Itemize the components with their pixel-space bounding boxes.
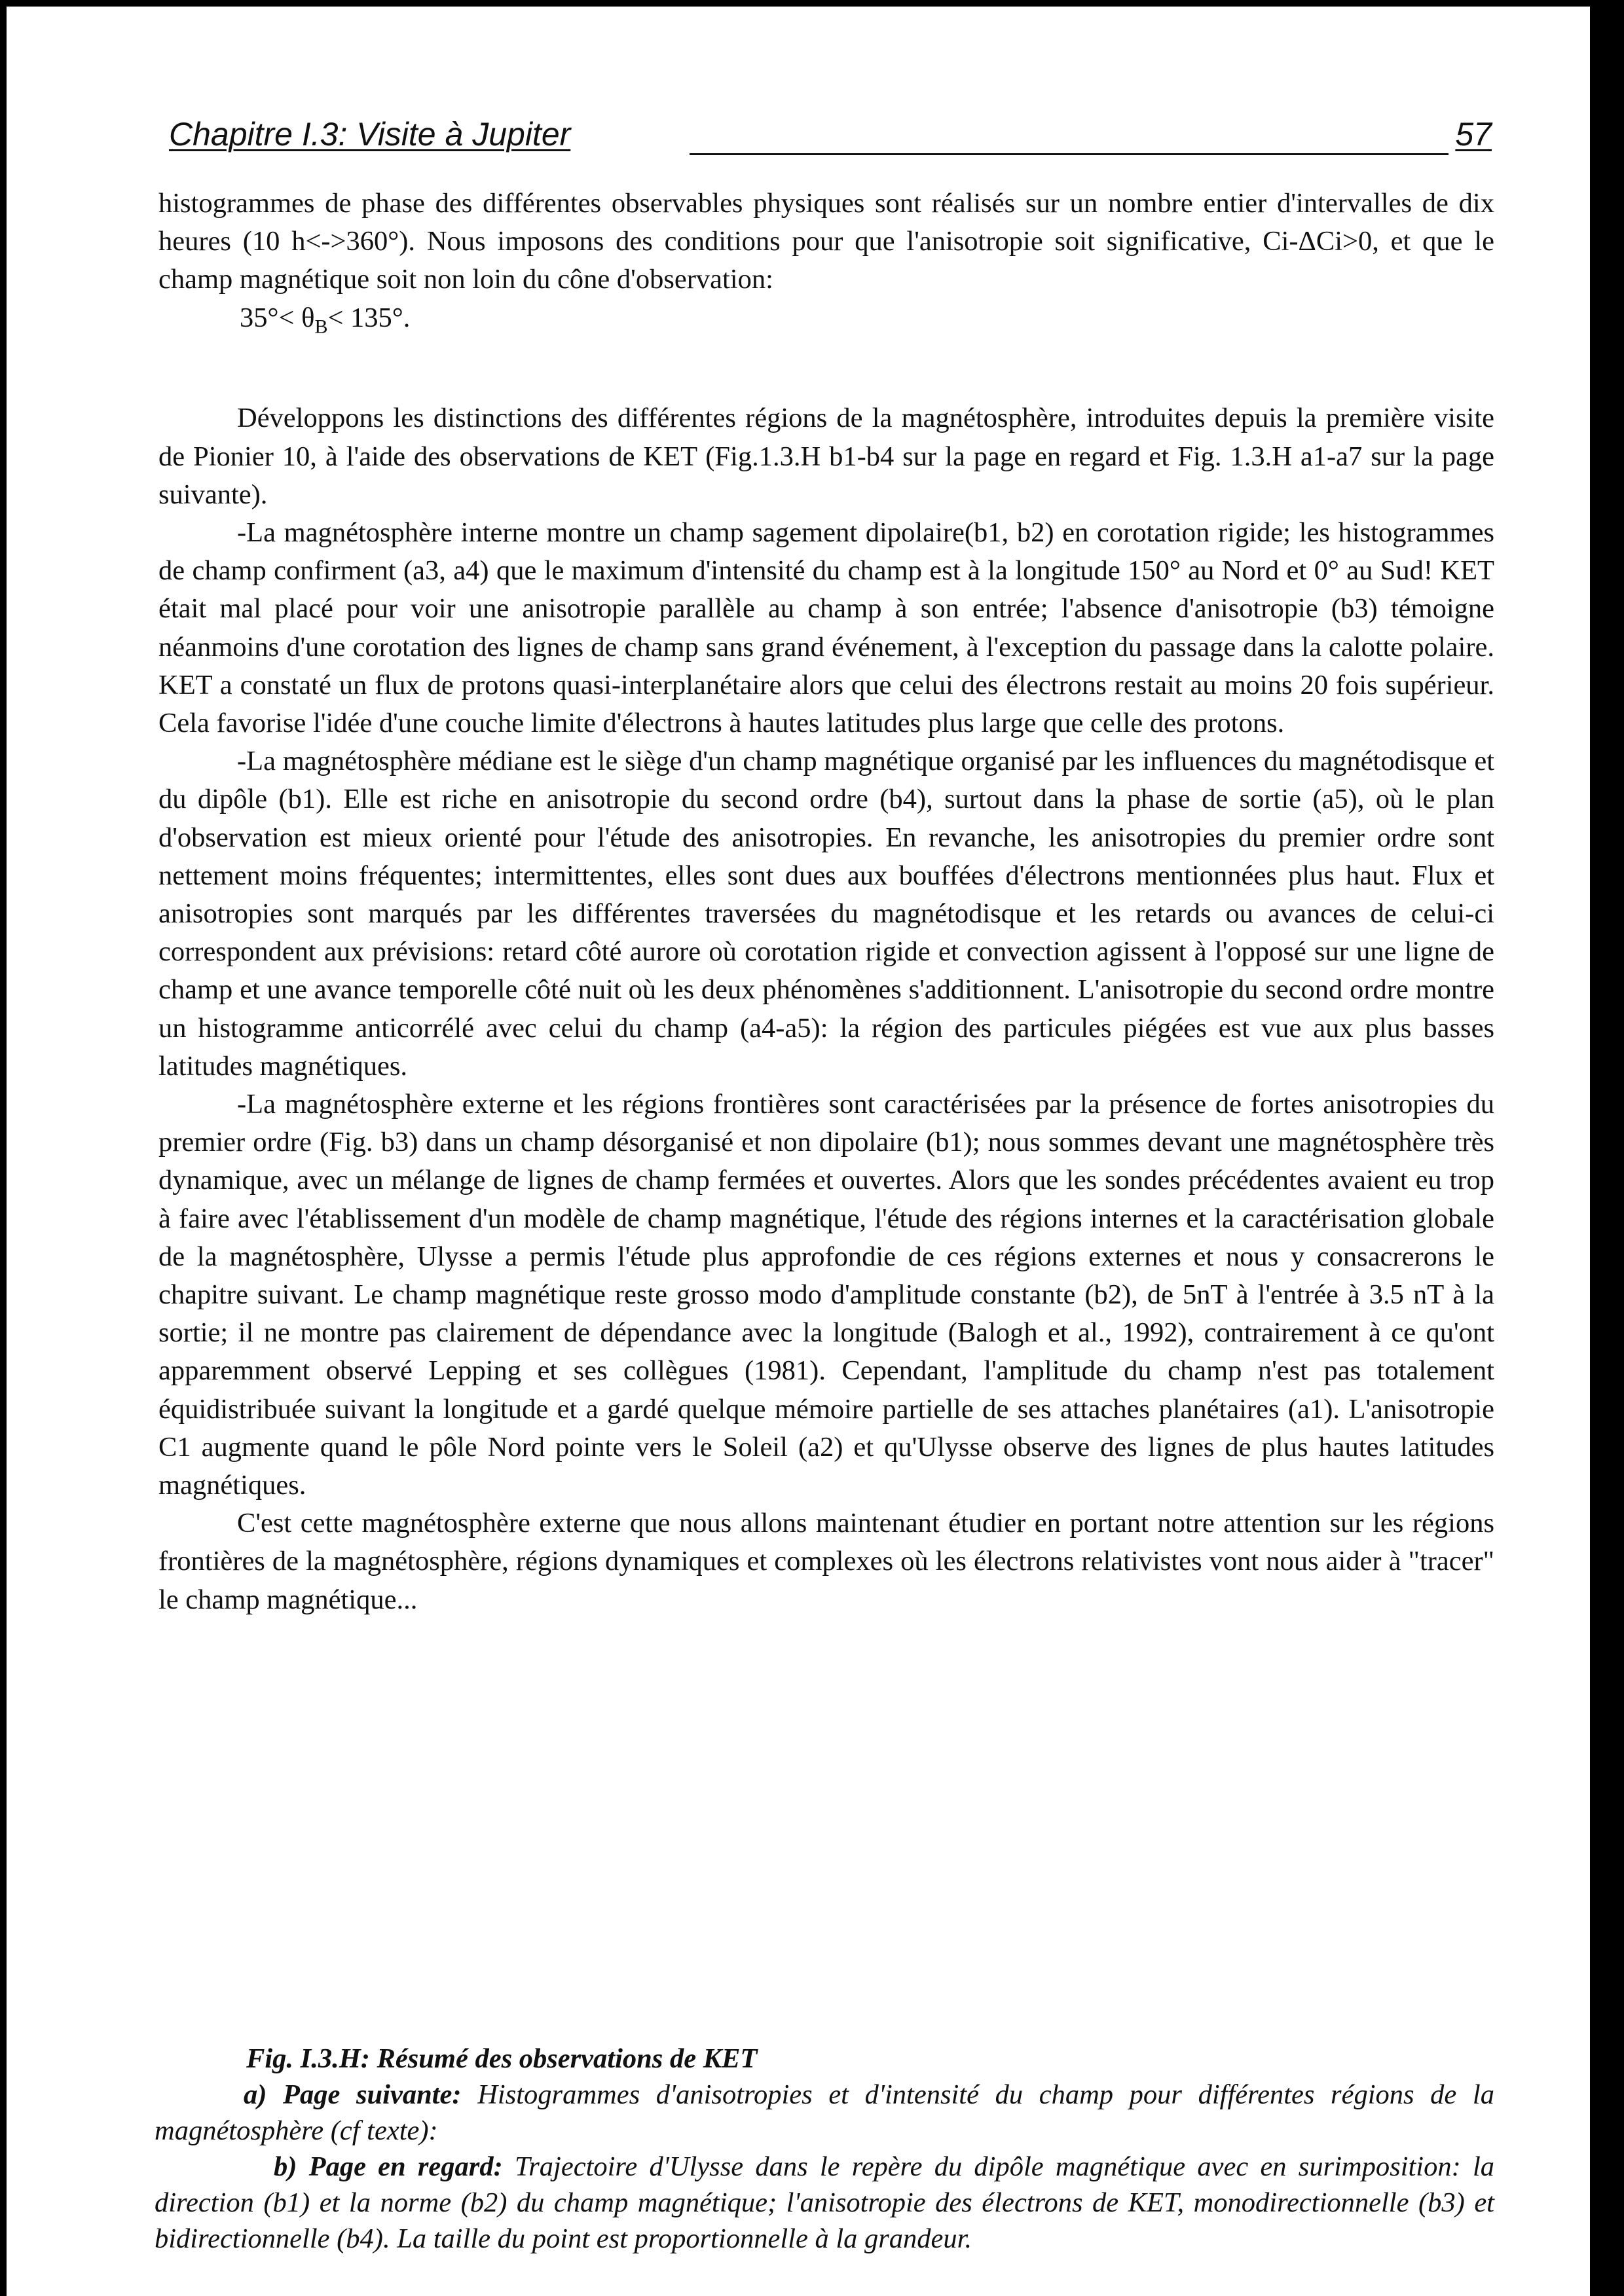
document-page: [7, 7, 1590, 2296]
paragraph-median: -La magnétosphère médiane est le siège d'un champ magnétique organisé par les influences du magnétodisque et du dipôle (b1). Elle est riche en anisotropie du second ordre (b4), surtout dans la phase de sortie (a5), où le plan d'observation est mieux orienté pour l'étude des anisotropies. En revanche, les anisotropies du premier ordre sont nettement moins fréquentes; intermittentes, elles sont dues aux bouffées d'électrons mentionnées plus haut. Flux et anisotropies sont marqués par les différentes traversées du magnétodisque et les retards ou avances de celui-ci correspondent aux prévisions: retard côté aurore où corotation rigide et convection agissent à l'opposé sur une ligne de champ et une avance temporelle côté nuit où les deux phénomènes s'additionnent. L'anisotropie du second ordre montre un histogramme anticorrélé avec celui du champ (a4-a5): la région des particules piégées est vue aux plus basses latitudes magnétiques.: [158, 746, 1494, 1082]
header-rule: [690, 153, 1449, 155]
caption-item-a: [155, 2077, 1494, 2149]
page-number: 57: [1455, 116, 1492, 153]
figure-caption: [155, 2041, 1494, 2257]
page-header: [169, 115, 1492, 158]
paragraph-regions: Développons les distinctions des différentes régions de la magnétosphère, introduites depuis la première visite de Pionier 10, à l'aide des observations de KET (Fig.1.3.H b1-b4 sur la page en regard et Fig. 1.3.H a1-a7 sur la page suivante).: [158, 403, 1494, 510]
caption-a-label: a) Page suivante:: [244, 2079, 462, 2110]
formula-subscript: B: [314, 316, 328, 338]
formula-theta-b: [158, 299, 1494, 346]
caption-b-label: b) Page en regard:: [274, 2151, 503, 2182]
paragraph-gap: [158, 346, 1494, 399]
body-text: [158, 185, 1494, 1619]
formula-left: 35°< θ: [240, 302, 315, 333]
caption-a-text: Histogrammes d'anisotropies et d'intensité du champ pour différentes régions de la magnétosphère (cf texte):: [155, 2079, 1494, 2146]
paragraph-external: -La magnétosphère externe et les régions frontières sont caractérisées par la présence de fortes anisotropies du premier ordre (Fig. b3) dans un champ désorganisé et non dipolaire (b1); nous sommes devant une magnétosphère très dynamique, avec un mélange de lignes de champ fermées et ouvertes. Alors que les sondes précédentes avaient eu trop à faire avec l'établissement d'un modèle de champ magnétique, l'étude des régions internes et la caractérisation globale de la magnétosphère, Ulysse a permis l'étude plus approfondie de ces régions externes et nous y consacrerons le chapitre suivant. Le champ magnétique reste grosso modo d'amplitude constante (b2), de 5nT à l'entrée à 3.5 nT à la sortie; il ne montre pas clairement de dépendance avec la longitude (Balogh et al., 1992), contrairement à ce qu'ont apparemment observé Lepping et ses collègues (1981). Cependant, l'amplitude du champ n'est pas totalement équidistribuée suivant la longitude et a gardé quelque mémoire partielle de ses attaches planétaires (a1). L'anisotropie C1 augmente quand le pôle Nord pointe vers le Soleil (a2) et qu'Ulysse observe des lignes de plus hautes latitudes magnétiques.: [158, 1088, 1494, 1501]
formula-right: < 135°.: [327, 302, 411, 333]
caption-title: Fig. I.3.H: Résumé des observations de KET: [246, 2043, 758, 2074]
caption-b-text: Trajectoire d'Ulysse dans le repère du dipôle magnétique avec en surimposition: la direction (b1) et la norme (b2) du champ magnétique; l'anisotropie des électrons de KET, monodirectionnelle (b3) et bidirectionnelle (b4). La taille du point est proportionnelle à la grandeur.: [155, 2151, 1494, 2254]
paragraph-conclusion: C'est cette magnétosphère externe que nous allons maintenant étudier en portant notre attention sur les régions frontières de la magnétosphère, régions dynamiques et complexes où les électrons relativistes vont nous aider à "tracer" le champ magnétique...: [158, 1508, 1494, 1615]
caption-item-b: [155, 2149, 1494, 2257]
chapter-title: Chapitre I.3: Visite à Jupiter: [169, 116, 571, 153]
paragraph-intro: histogrammes de phase des différentes observables physiques sont réalisés sur un nombre entier d'intervalles de dix heures (10 h<->360°). Nous imposons des conditions pour que l'anisotropie soit significative, Ci-ΔCi>0, et que le champ magnétique soit non loin du cône d'observation:: [158, 188, 1494, 295]
paragraph-internal: -La magnétosphère interne montre un champ sagement dipolaire(b1, b2) en corotation rigide; les histogrammes de champ confirment (a3, a4) que le maximum d'intensité du champ est à la longitude 150° au Nord et 0° au Sud! KET était mal placé pour voir une anisotropie parallèle au champ à son entrée; l'absence d'anisotropie (b3) témoigne néanmoins d'une corotation des lignes de champ sans grand événement, à l'exception du passage dans la calotte polaire. KET a constaté un flux de protons quasi-interplanétaire alors que celui des électrons restait au moins 20 fois supérieur. Cela favorise l'idée d'une couche limite d'électrons à hautes latitudes plus large que celle des protons.: [158, 517, 1494, 738]
